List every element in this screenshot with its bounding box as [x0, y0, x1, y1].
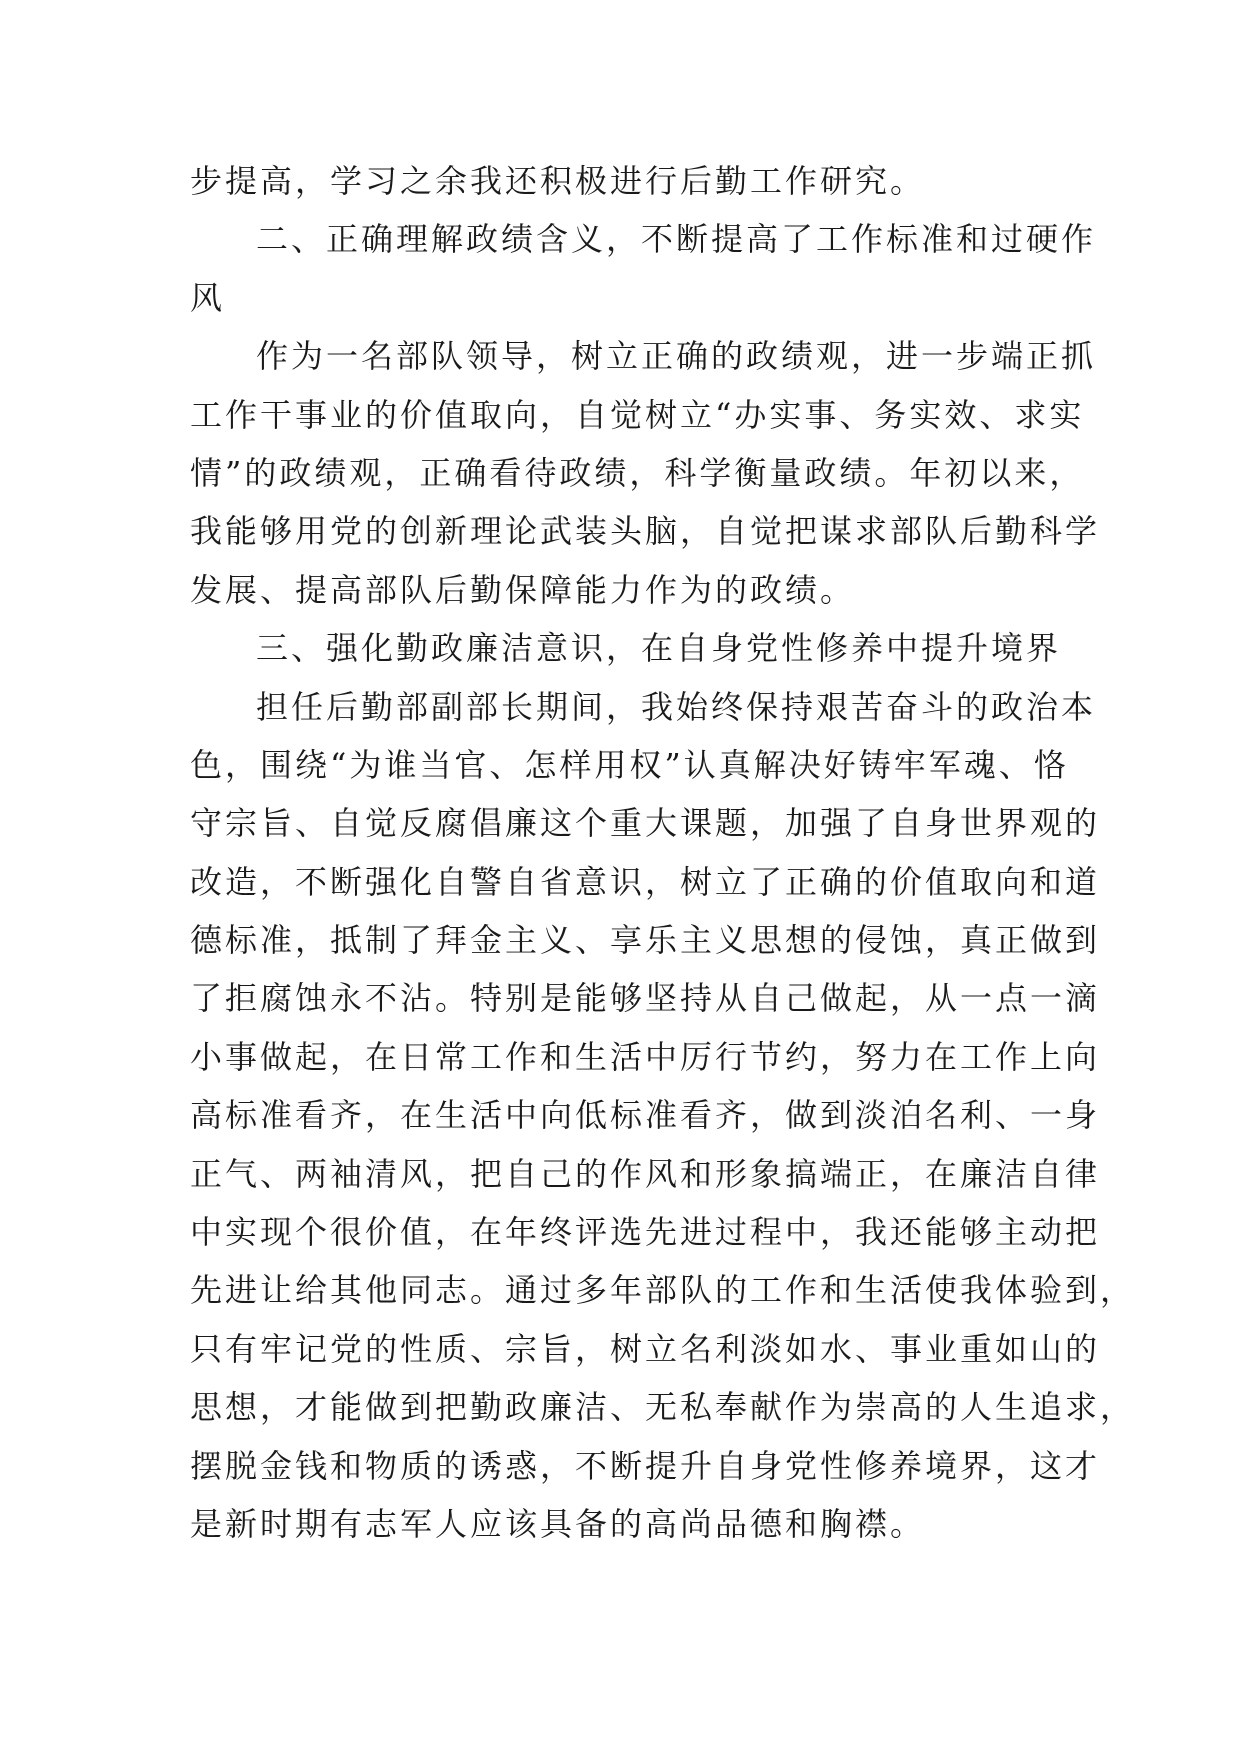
- text-line: 摆脱金钱和物质的诱惑，不断提升自身党性修养境界，这才: [190, 1446, 1101, 1485]
- text-line: 先进让给其他同志。通过多年部队的工作和生活使我体验到，: [190, 1271, 1136, 1310]
- text-line: 工作干事业的价值取向，自觉树立“办实事、务实效、求实: [190, 395, 1085, 434]
- text-line: 了拒腐蚀永不沾。特别是能够坚持从自己做起，从一点一滴: [190, 979, 1101, 1018]
- text-line: 步提高，学习之余我还积极进行后勤工作研究。: [190, 162, 926, 200]
- text-line: 守宗旨、自觉反腐倡廉这个重大课题，加强了自身世界观的: [190, 804, 1101, 843]
- document-body: [190, 152, 1136, 1553]
- text-line: 担任后勤部副部长期间，我始终保持艰苦奋斗的政治本: [256, 687, 1097, 726]
- text-line: 高标准看齐，在生活中向低标准看齐，做到淡泊名利、一身: [190, 1096, 1101, 1135]
- section-heading-2-cont: 风: [190, 278, 226, 317]
- text-line: 中实现个很价值，在年终评选先进过程中，我还能够主动把: [190, 1213, 1101, 1252]
- section-heading-3: 三、强化勤政廉洁意识，在自身党性修养中提升境界: [256, 629, 1062, 668]
- text-line: 情”的政绩观，正确看待政绩，科学衡量政绩。年初以来，: [190, 453, 1085, 492]
- text-line: 思想，才能做到把勤政廉洁、无私奉献作为崇高的人生追求，: [190, 1388, 1136, 1427]
- text-line: 小事做起，在日常工作和生活中厉行节约，努力在工作上向: [190, 1037, 1101, 1076]
- text-line: 发展、提高部队后勤保障能力作为的政绩。: [190, 570, 856, 609]
- text-line: 色，围绕“为谁当官、怎样用权”认真解决好铸牢军魂、恪: [190, 745, 1069, 784]
- text-line: 作为一名部队领导，树立正确的政绩观，进一步端正抓: [256, 337, 1097, 376]
- text-line: 我能够用党的创新理论武装头脑，自觉把谋求部队后勤科学: [190, 512, 1101, 551]
- text-line: 改造，不断强化自警自省意识，树立了正确的价值取向和道: [190, 862, 1101, 901]
- text-line: 德标准，抵制了拜金主义、享乐主义思想的侵蚀，真正做到: [190, 921, 1101, 960]
- text-line: 正气、两袖清风，把自己的作风和形象搞端正，在廉洁自律: [190, 1154, 1101, 1193]
- text-line: 是新时期有志军人应该具备的高尚品德和胸襟。: [190, 1504, 926, 1543]
- section-heading-2: 二、正确理解政绩含义，不断提高了工作标准和过硬作: [256, 220, 1097, 259]
- text-line: 只有牢记党的性质、宗旨，树立名利淡如水、事业重如山的: [190, 1329, 1101, 1368]
